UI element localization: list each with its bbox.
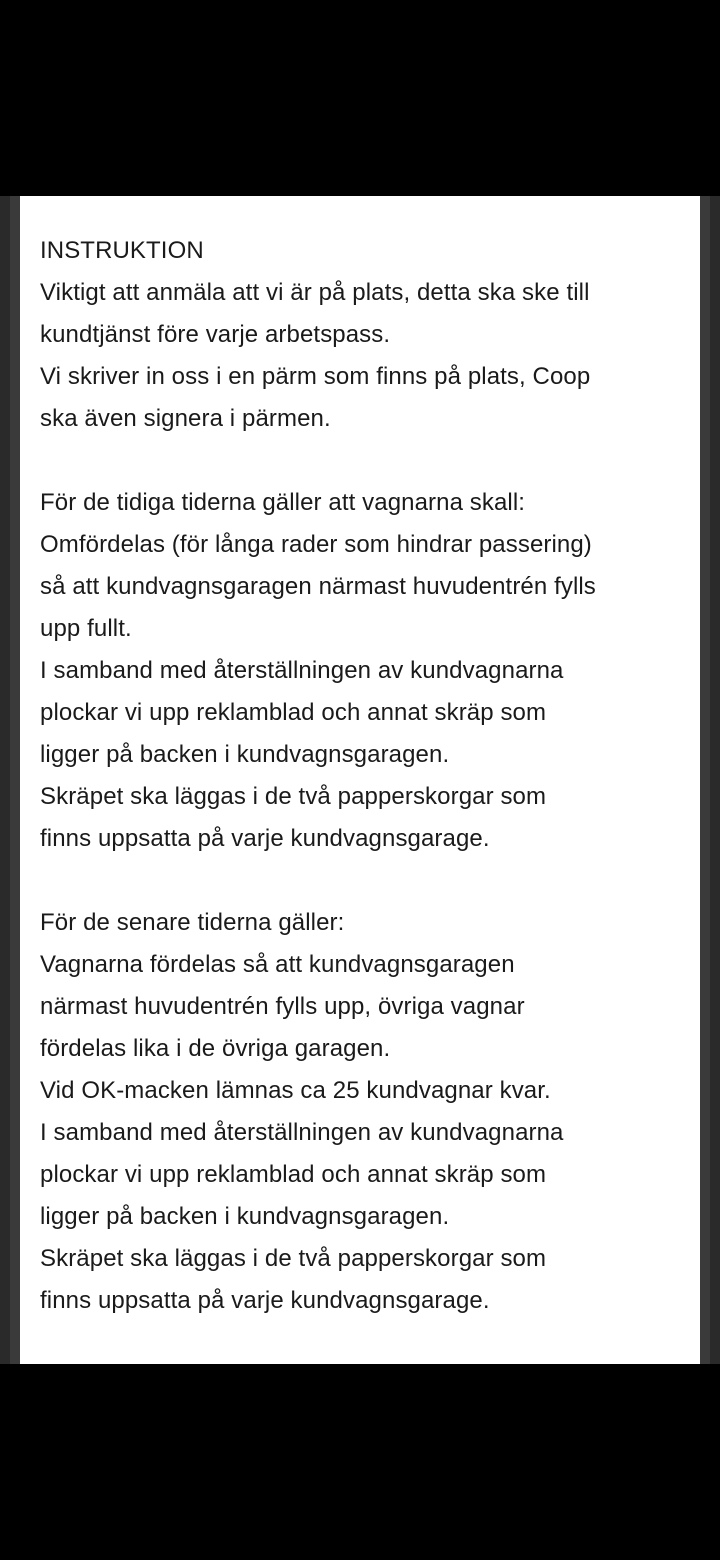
text-line: plockar vi upp reklamblad och annat skräp som	[40, 699, 547, 726]
page-edge-left	[10, 196, 20, 1364]
text-line: kundtjänst före varje arbetspass.	[40, 321, 391, 348]
text-line: upp fullt.	[40, 615, 132, 642]
document-heading: INSTRUKTION	[40, 237, 204, 264]
blank-line	[40, 440, 682, 482]
text-line: Skräpet ska läggas i de två papperskorgar som	[40, 1245, 547, 1272]
text-line: Vid OK-macken lämnas ca 25 kundvagnar kvar.	[40, 1077, 551, 1104]
text-line: så att kundvagnsgaragen närmast huvudentrén fylls	[40, 573, 596, 600]
text-line: Omfördelas (för långa rader som hindrar passering)	[40, 531, 592, 558]
text-line: plockar vi upp reklamblad och annat skräp som	[40, 1161, 547, 1188]
text-line: I samband med återställningen av kundvagnarna	[40, 657, 564, 684]
document-viewer[interactable]	[0, 196, 720, 1364]
text-line: För de tidiga tiderna gäller att vagnarna skall:	[40, 489, 526, 516]
top-black-area	[0, 0, 720, 196]
text-line: närmast huvudentrén fylls upp, övriga vagnar	[40, 993, 525, 1020]
text-line: Vagnarna fördelas så att kundvagnsgaragen	[40, 951, 515, 978]
blank-line	[40, 860, 682, 902]
text-line: Viktigt att anmäla att vi är på plats, detta ska ske till	[40, 279, 590, 306]
text-line: ligger på backen i kundvagnsgaragen.	[40, 741, 450, 768]
text-line: finns uppsatta på varje kundvagnsgarage.	[40, 1287, 490, 1314]
text-line: Vi skriver in oss i en pärm som finns på plats, Coop	[40, 363, 591, 390]
text-line: ska även signera i pärmen.	[40, 405, 331, 432]
text-line: finns uppsatta på varje kundvagnsgarage.	[40, 825, 490, 852]
text-line: I samband med återställningen av kundvagnarna	[40, 1119, 564, 1146]
text-line: ligger på backen i kundvagnsgaragen.	[40, 1203, 450, 1230]
text-line: fördelas lika i de övriga garagen.	[40, 1035, 391, 1062]
text-line: Skräpet ska läggas i de två papperskorgar som	[40, 783, 547, 810]
page-edge-right	[700, 196, 710, 1364]
text-line: För de senare tiderna gäller:	[40, 909, 345, 936]
document-page[interactable]	[20, 196, 700, 1364]
bottom-black-area	[0, 1364, 720, 1560]
